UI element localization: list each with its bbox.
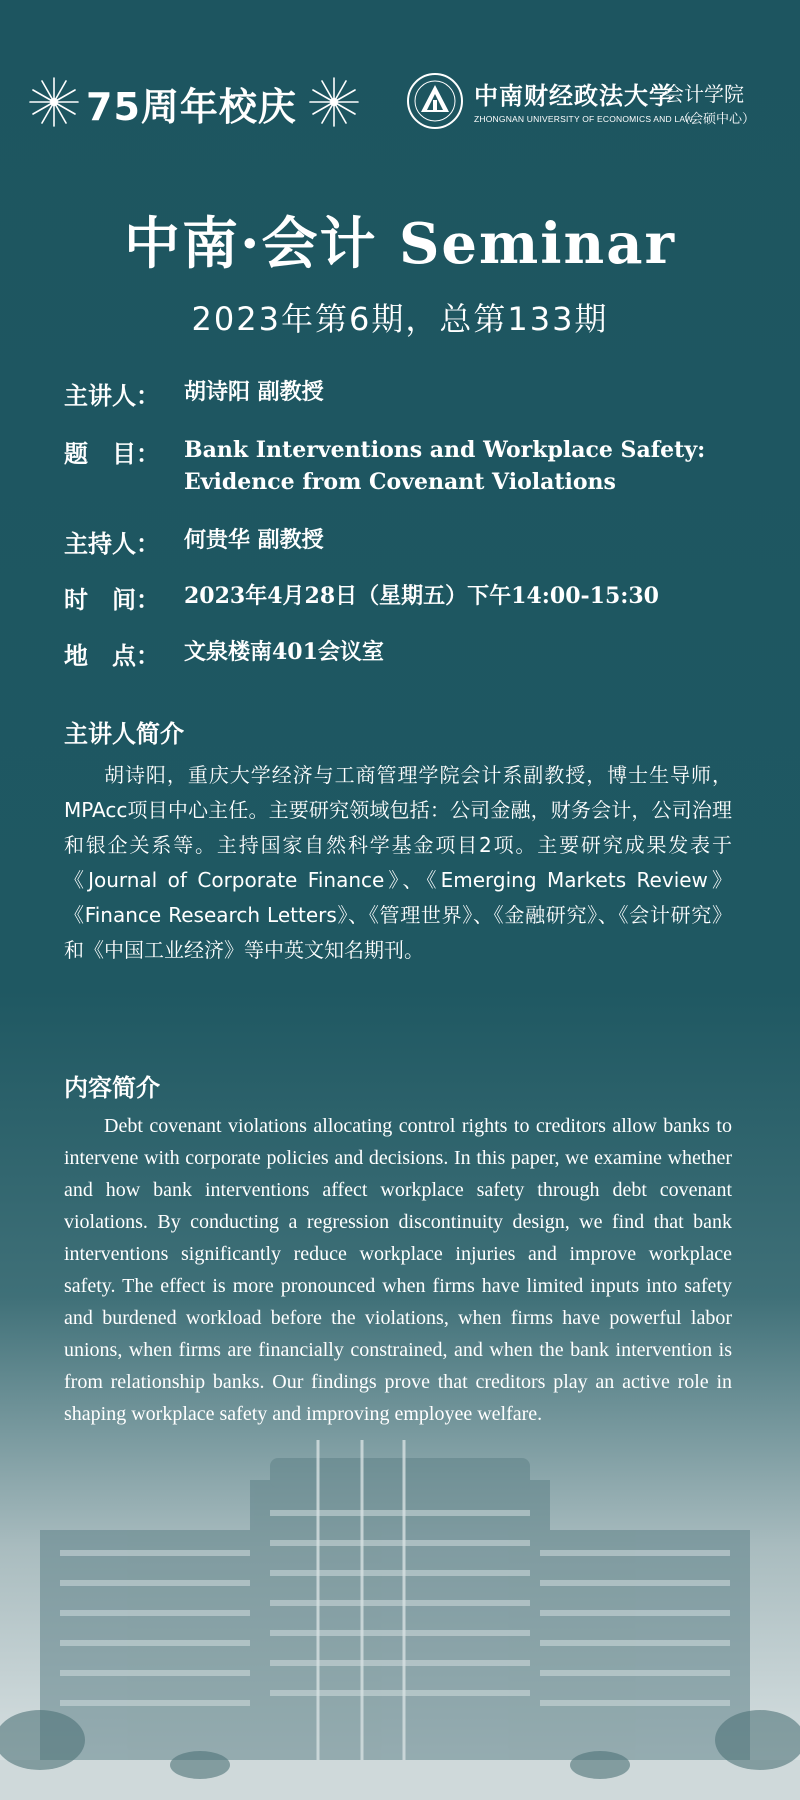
school-subtitle: （会硕中心） <box>677 112 756 127</box>
abstract-heading: 内容简介 <box>64 1074 160 1102</box>
building-illustration <box>0 1440 800 1800</box>
firework-icon <box>26 74 82 130</box>
header-bar <box>0 70 800 130</box>
university-name-en: ZHONGNAN UNIVERSITY OF ECONOMICS AND LAW <box>474 114 694 124</box>
speaker-value: 胡诗阳 副教授 <box>184 379 324 405</box>
abstract-text: Debt covenant violations allocating control rights to creditors allow banks to intervene with corporate policies and decisions. In this paper, we examine whether and how bank interventions affect workplace safety through debt covenant violations. By conducting a regression discontinuity design, we find that bank interventions significantly reduce workplace injuries and improve workplace safety. The effect is more pronounced when firms have limited inputs into safety and burdened workload before the violations, when firms have powerful labor unions, when firms are financially constrained, and when the bank intervention is from relationship banks. Our findings prove that creditors play an active role in shaping workplace safety and improving employee welfare. <box>64 1115 732 1425</box>
firework-icon <box>306 74 362 130</box>
speaker-label: 主讲人： <box>64 382 160 410</box>
topic-line-2: Evidence from Covenant Violations <box>184 469 616 495</box>
place-value: 文泉楼南401会议室 <box>184 639 384 665</box>
topic-line-1: Bank Interventions and Workplace Safety: <box>184 437 706 463</box>
bio-heading: 主讲人简介 <box>64 720 184 748</box>
place-label: 地 点： <box>64 642 160 670</box>
time-value: 2023年4月28日（星期五）下午14:00-15:30 <box>184 583 659 609</box>
topic-label: 题 目： <box>64 440 160 468</box>
bio-text: 胡诗阳，重庆大学经济与工商管理学院会计系副教授，博士生导师，MPAcc项目中心主任。主要研究领域包括：公司金融，财务会计，公司治理和银企关系等。主持国家自然科学基金项目2项。主要研究成果发表于《Journal of Corporate Finance》、《Emerging Markets Review》《Finance Research Letters》、《管理世界》、《金融研究》、《会计研究》和《中国工业经济》等中英文知名期刊。 <box>64 763 732 962</box>
university-name-cn: 中南财经政法大学 <box>474 81 674 110</box>
host-label: 主持人： <box>64 530 160 558</box>
university-seal-icon <box>406 72 464 130</box>
school-name: 会计学院 <box>664 82 744 106</box>
time-label: 时 间： <box>64 586 160 614</box>
issue-number: 2023年第6期，总第133期 <box>191 300 609 338</box>
anniversary-title: 75周年校庆 <box>86 85 297 129</box>
seminar-title: 中南·会计 Seminar <box>123 211 677 277</box>
host-value: 何贵华 副教授 <box>184 527 324 553</box>
